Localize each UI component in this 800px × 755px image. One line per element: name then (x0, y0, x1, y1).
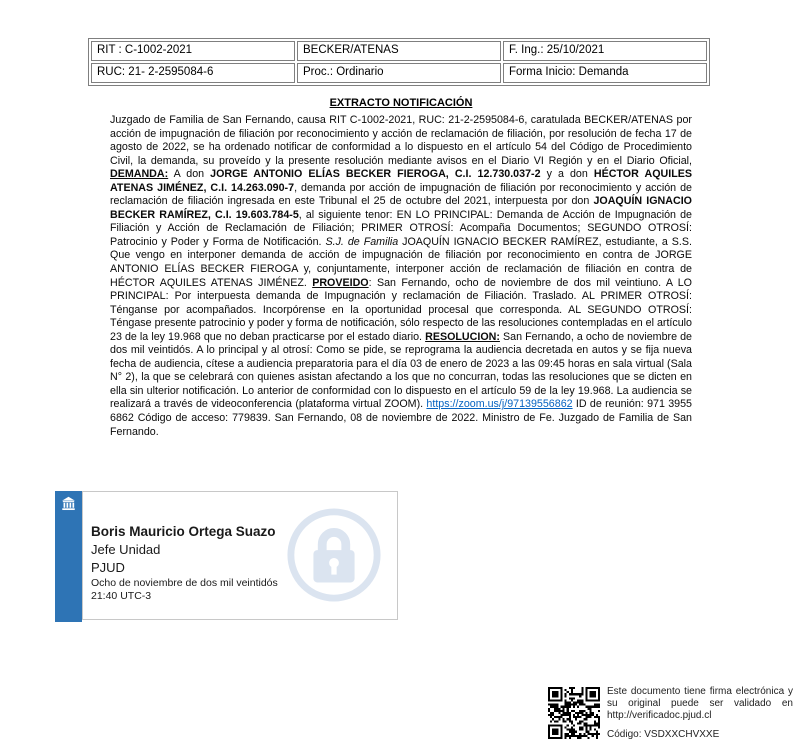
body-segment: JOAQUÍN IGNACIO BECKER RAMÍREZ, C.I. 19.603.784-5 (110, 195, 692, 221)
verification-code: Código: VSDXXCHVXXE (607, 729, 720, 740)
courthouse-icon (55, 495, 82, 512)
case-rit: RIT : C-1002-2021 (91, 41, 295, 61)
zoom-meeting-link[interactable]: https://zoom.us/j/97139556862 (426, 398, 573, 411)
body-segment: JORGE ANTONIO ELÍAS BECKER FIEROGA, C.I. 12.730.037-2 (210, 168, 541, 181)
page-title: EXTRACTO NOTIFICACIÓN (329, 97, 473, 109)
signer-org: PJUD (91, 560, 125, 575)
notification-body (110, 114, 692, 439)
signature-time: 21:40 UTC-3 (91, 589, 152, 602)
case-filing-date: F. Ing.: 25/10/2021 (503, 41, 707, 61)
body-segment: A don (168, 168, 211, 181)
body-segment: Juzgado de Familia de San Fernando, causa RIT C-1002-2021, RUC: 21-2-2595084-6, caratulada BECKER/ATENAS por acción de impugnación de filiación por reconocimiento y acción de reclamación de filiación, por resolución de fecha 17 de agosto de 2022, se ha ordenado notificar de conformidad a lo dispuesto en el artículo 54 del Código de Procedimiento Civil, la demanda, su proveído y la presente resolución mediante avisos en el Diario VI Región y en el Diario Oficial, (110, 114, 692, 167)
body-segment: JOAQUÍN IGNACIO BECKER RAMÍREZ, estudiante, a S.S. Que vengo en interponer demanda de acción de impugnación de filiación por reconocimiento en contra de JORGE ANTONIO ELÍAS BECKER FIEROGA y, conjuntamente, interponer acción de reclamación de filiación en contra de HÉCTOR AQUILES ATENAS JIMÉNEZ. (110, 235, 692, 289)
body-segment: S.J. de Familia (325, 235, 399, 248)
body-segment: ID de reunión: 971 3955 6862 Código de acceso: 779839. San Fernando, 08 de noviembre de 2022. Ministro de Fe. Juzgado de Familia de San Fernando. (110, 398, 692, 438)
case-init-form: Forma Inicio: Demanda (503, 63, 707, 83)
case-procedure: Proc.: Ordinario (297, 63, 501, 83)
table-row (91, 41, 707, 61)
signature-card (82, 491, 398, 620)
body-segment: HÉCTOR AQUILES ATENAS JIMÉNEZ, C.I. 14.263.090-7 (110, 168, 692, 194)
case-caption: BECKER/ATENAS (297, 41, 501, 61)
body-segment: DEMANDA: (110, 168, 169, 181)
signature-accent-bar (55, 491, 82, 622)
body-segment: RESOLUCION: (425, 330, 500, 343)
verification-text: Este documento tiene firma electrónica y su original puede ser validado en http://verificadoc.pjud.cl (607, 686, 793, 721)
signer-name: Boris Mauricio Ortega Suazo (91, 524, 276, 539)
case-info-table (88, 38, 710, 86)
body-segment: , al siguiente tenor: EN LO PRINCIPAL: Demanda de Acción de Impugnación de Filiación y Acción de Reclamación de Filiación; PRIMER OTROSÍ: Acompaña Documentos; SEGUNDO OTROSÍ: Patrocinio y Poder y Forma de Notificación. (110, 208, 692, 248)
signature-date: Ocho de noviembre de dos mil veintidós (91, 577, 278, 589)
case-ruc: RUC: 21- 2-2595084-6 (91, 63, 295, 83)
signer-role: Jefe Unidad (91, 542, 161, 557)
qr-code (548, 687, 600, 739)
table-row (91, 63, 707, 83)
body-segment: San Fernando, a ocho de noviembre de dos mil veintidós. A lo principal y al otrosí: Como se pide, se reprograma la audiencia decretada en autos y se fija nueva fecha de audiencia, cítese a audiencia preparatoria para el día 03 de enero de 2023 a las 09:45 horas en sala virtual (Sala N° 2), la que se celebrará con quienes asistan afectando a los que no concurran, todas las resoluciones que se dicten en ella sin ulterior notificación. Lo anterior de conformidad con lo dispuesto en el artículo 59 de la ley 19.968. La audiencia se realizará a través de videoconferencia (plataforma virtual ZOOM). (110, 330, 692, 411)
body-segment: : San Fernando, ocho de noviembre de dos mil veintiuno. A LO PRINCIPAL: Por interpuesta demanda de Impugnación y reclamación de Filiación. Traslado. AL PRIMER OTROSÍ: Ténganse por acompañados. Incorpórense en la oportunidad procesal que corresponda. AL SEGUNDO OTROSÍ: Téngase presente patrocinio y poder y forma de notificación, sólo respecto de las resoluciones contempladas en el artículo 23 de la ley 19.968 que no deban practicarse por el estado diario. (110, 276, 692, 343)
body-segment: PROVEIDO (312, 276, 369, 289)
body-segment: , demanda por acción de impugnación de filiación por reconocimiento y acción de reclamación de filiación ingresada en este Tribunal el 25 de octubre del 2021, interpuesta por don (110, 181, 692, 208)
signature-text-block (83, 492, 397, 602)
body-segment: y a don (540, 168, 594, 181)
